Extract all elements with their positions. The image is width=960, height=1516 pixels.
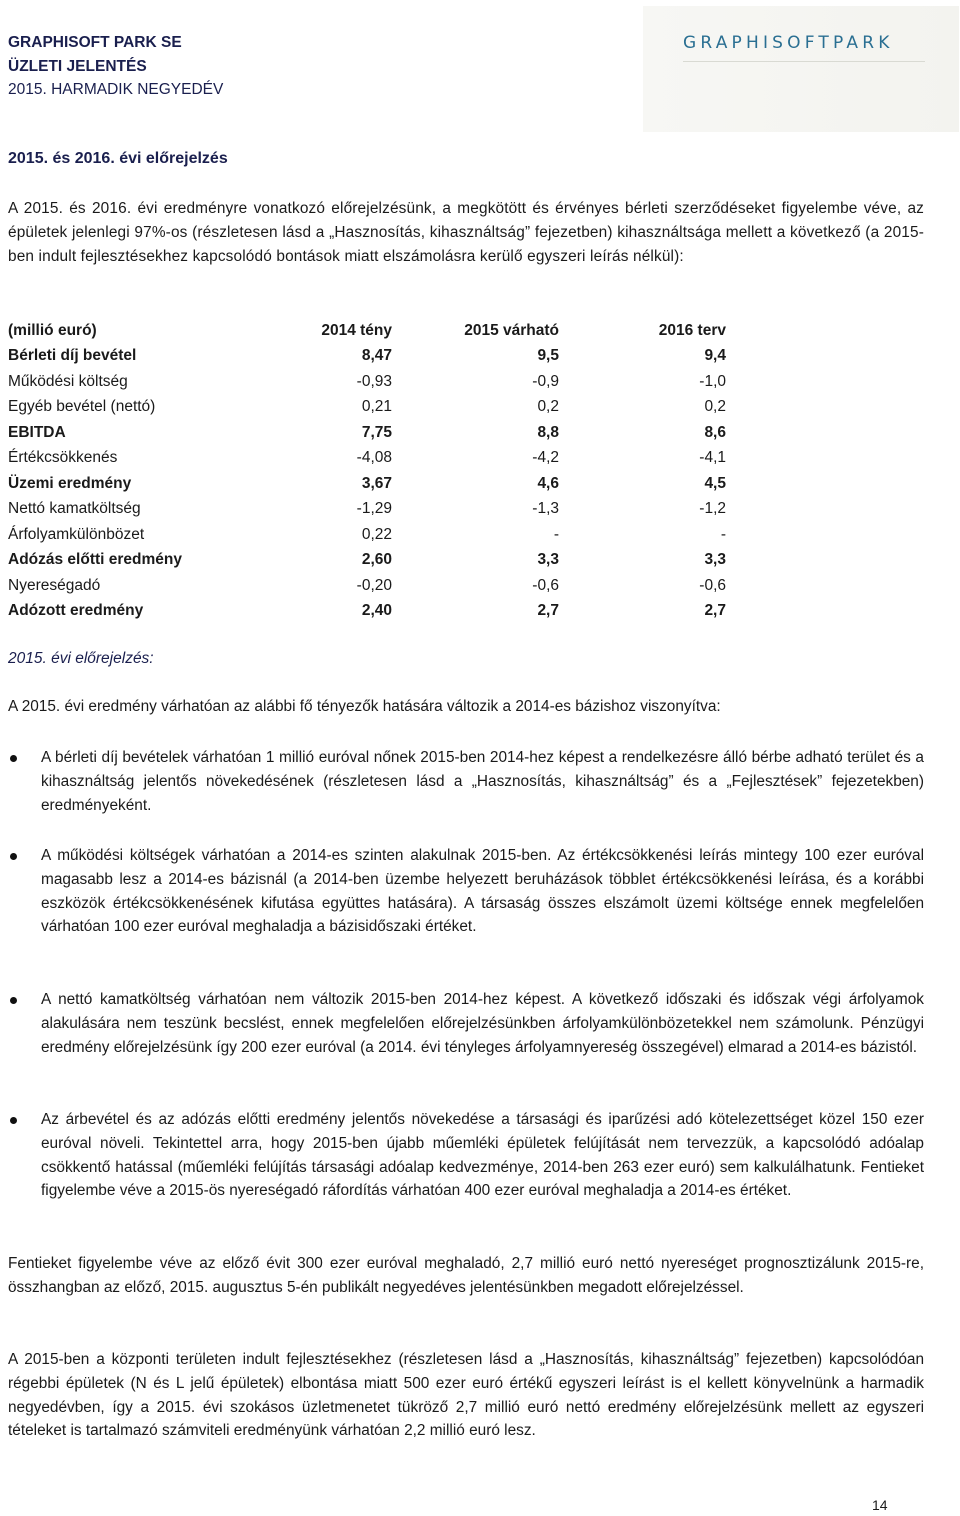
logo-wordmark: GRAPHISOFTPARK xyxy=(683,33,894,53)
value-2016: 3,3 xyxy=(704,551,726,569)
row-label: Adózott eredmény xyxy=(8,602,144,620)
value-2014: 0,21 xyxy=(361,398,392,416)
table-row xyxy=(8,446,726,472)
value-2014: 2,40 xyxy=(361,602,392,620)
bullet-item xyxy=(10,746,940,817)
row-label: EBITDA xyxy=(8,423,66,441)
section-title: 2015. és 2016. évi előrejelzés xyxy=(8,150,228,167)
value-2015: - xyxy=(553,525,559,543)
value-2014: -1,29 xyxy=(356,500,392,518)
value-2016: -0,6 xyxy=(699,576,726,594)
bullet-item xyxy=(10,988,940,1059)
bullet-text: A bérleti díj bevételek várhatóan 1 millió euróval nőnek 2015-ben 2014-hez képest a rendelkezésre álló bérbe adható terület és a kihasználtság jelentős növekedésének (részletesen lásd a „Hasznosítás, kihasználtság” és a „Fejlesztések” fejezetekben) eredményeként. xyxy=(41,749,924,814)
table-row xyxy=(8,573,726,599)
value-2015: 4,6 xyxy=(537,474,559,492)
value-2015: -0,6 xyxy=(532,576,559,594)
value-2016: -1,2 xyxy=(699,500,726,518)
table-row xyxy=(8,395,726,421)
value-2016: -4,1 xyxy=(699,449,726,467)
intro-paragraph: A 2015. és 2016. évi eredményre vonatkozó előrejelzésünk, a megkötött és érvényes bérleti szerződéseket figyelembe véve, az épületek jelenlegi 97%-os (részletesen lásd a „Hasznosítás, kihasználtság” fejezetben) kihasználtsága mellett a következő (a 2015-ben indult fejlesztésekhez kapcsolódó bontások miatt elszámolásra kerülő egyszeri leírás nélkül): xyxy=(8,200,924,265)
logo-divider xyxy=(683,61,925,62)
column-header-2015: 2015 várható xyxy=(464,321,559,339)
company-logo xyxy=(643,6,959,132)
value-2016: 0,2 xyxy=(704,398,726,416)
bullet-icon xyxy=(10,755,17,762)
value-2014: -4,08 xyxy=(356,449,392,467)
report-period: 2015. HARMADIK NEGYEDÉV xyxy=(8,81,224,98)
table-row xyxy=(8,344,726,370)
bullet-icon xyxy=(10,1117,17,1124)
row-label: Adózás előtti eredmény xyxy=(8,551,182,569)
one-off-writeoff-paragraph: A 2015-ben a központi területen indult fejlesztésekhez (részletesen lásd a „Hasznosítás, kihasználtság” fejezetben) kapcsolódóan régebbi épületek (N és L jelű épületek) elbontása miatt 500 ezer euró értékű egyszeri leírást is el kellett könyvelnünk a harmadik negyedévben, így a 2015. évi szokásos üzletmenetet tükröző 2,7 millió euró nettó eredmény előrejelzésünk mellett az egyszeri tételeket is tartalmazó számviteli eredményünk várhatóan 2,2 millió euró lesz. xyxy=(8,1351,924,1440)
page-number: 14 xyxy=(872,1497,888,1513)
value-2014: -0,20 xyxy=(356,576,392,594)
value-2015: 2,7 xyxy=(537,602,559,620)
value-2015: -4,2 xyxy=(532,449,559,467)
conclusion-paragraph: Fentieket figyelembe véve az előző évit 300 ezer euróval meghaladó, 2,7 millió euró nettó nyereséget prognosztizálunk 2015-re, összhangban az előző, 2015. augusztus 5-én publikált negyedéves jelentésünkben megadott előrejelzéssel. xyxy=(8,1255,924,1296)
bullet-item xyxy=(10,844,940,939)
table-row xyxy=(8,471,726,497)
value-2016: -1,0 xyxy=(699,372,726,390)
value-2014: -0,93 xyxy=(356,372,392,390)
value-2014: 8,47 xyxy=(361,347,392,365)
row-label: Egyéb bevétel (nettó) xyxy=(8,398,156,416)
forecast-subheading: 2015. évi előrejelzés: xyxy=(8,650,154,667)
report-title: ÜZLETI JELENTÉS xyxy=(8,57,147,75)
value-2016: 8,6 xyxy=(704,423,726,441)
table-row xyxy=(8,420,726,446)
bullet-icon xyxy=(10,997,17,1004)
bullet-icon xyxy=(10,853,17,860)
bullet-text: A működési költségek várhatóan a 2014-es szinten alakulnak 2015-ben. Az értékcsökkenési leírás mintegy 100 ezer euróval magasabb lesz a 2014-es bázisnál (a 2014-ben üzembe helyezett beruházások többlet értékcsökkenési leírása, és a korábbi eszközök értékcsökkenésének kifutása együttes hatására). A társaság összes elszámolt üzemi költsége ennek megfelelően várhatóan 100 ezer euróval meghaladja a bázisidőszaki értéket. xyxy=(41,847,924,936)
value-2015: 0,2 xyxy=(537,398,559,416)
column-header-2014: 2014 tény xyxy=(321,321,392,339)
table-header-row xyxy=(8,318,726,344)
column-header-2016: 2016 terv xyxy=(658,321,726,339)
row-label: Árfolyamkülönbözet xyxy=(8,525,145,543)
value-2016: 4,5 xyxy=(704,474,726,492)
bullet-item xyxy=(10,1108,940,1203)
row-label: Nettó kamatköltség xyxy=(8,500,141,518)
value-2014: 3,67 xyxy=(361,474,392,492)
row-label: Nyereségadó xyxy=(8,576,101,594)
table-row xyxy=(8,599,726,625)
lead-sentence: A 2015. évi eredmény várhatóan az alábbi fő tényezők hatására változik a 2014-es bázishoz viszonyítva: xyxy=(8,698,721,715)
forecast-table xyxy=(8,318,726,624)
row-label: Bérleti díj bevétel xyxy=(8,347,137,365)
company-name: GRAPHISOFT PARK SE xyxy=(8,34,182,51)
value-2014: 0,22 xyxy=(361,525,392,543)
value-2015: 3,3 xyxy=(537,551,559,569)
row-label: Működési költség xyxy=(8,372,128,390)
column-header-unit: (millió euró) xyxy=(8,321,97,339)
row-label: Értékcsökkenés xyxy=(8,449,118,467)
value-2015: 8,8 xyxy=(537,423,559,441)
value-2016: 2,7 xyxy=(704,602,726,620)
table-row xyxy=(8,497,726,523)
document-header xyxy=(8,31,223,102)
value-2014: 2,60 xyxy=(361,551,392,569)
table-body xyxy=(8,344,726,625)
table-row xyxy=(8,369,726,395)
row-label: Üzemi eredmény xyxy=(8,474,132,492)
value-2016: 9,4 xyxy=(704,347,726,365)
value-2015: -1,3 xyxy=(532,500,559,518)
table-row xyxy=(8,548,726,574)
bullet-text: A nettó kamatköltség várhatóan nem változik 2015-ben 2014-hez képest. A következő időszaki és időszak végi árfolyamok alakulására nem teszünk becslést, ennek megfelelően előrejelzésünkben árfolyamkülönbözetekkel nem számolunk. Pénzügyi eredmény előrejelzésünk így 200 ezer euróval (a 2014. évi tényleges árfolyamnyereség összegével) elmarad a 2014-es bázistól. xyxy=(41,991,924,1056)
value-2015: -0,9 xyxy=(532,372,559,390)
value-2016: - xyxy=(720,525,726,543)
value-2014: 7,75 xyxy=(361,423,392,441)
table-row xyxy=(8,522,726,548)
value-2015: 9,5 xyxy=(537,347,559,365)
bullet-text: Az árbevétel és az adózás előtti eredmény jelentős növekedése a társasági és iparűzési adó kötelezettséget közel 150 ezer euróval növeli. Tekintettel arra, hogy 2015-ben újabb műemléki épületek felújítását nem tervezzük, a kapcsolódó adóalap csökkentő hatással (műemléki felújítás társasági adóalap kedvezménye, 2014-ben 263 ezer euró) sem kalkulálhatunk. Fentieket figyelembe véve a 2015-ös nyereségadó ráfordítás várhatóan 400 ezer euróval meghaladja a 2014-es értéket. xyxy=(41,1111,924,1200)
